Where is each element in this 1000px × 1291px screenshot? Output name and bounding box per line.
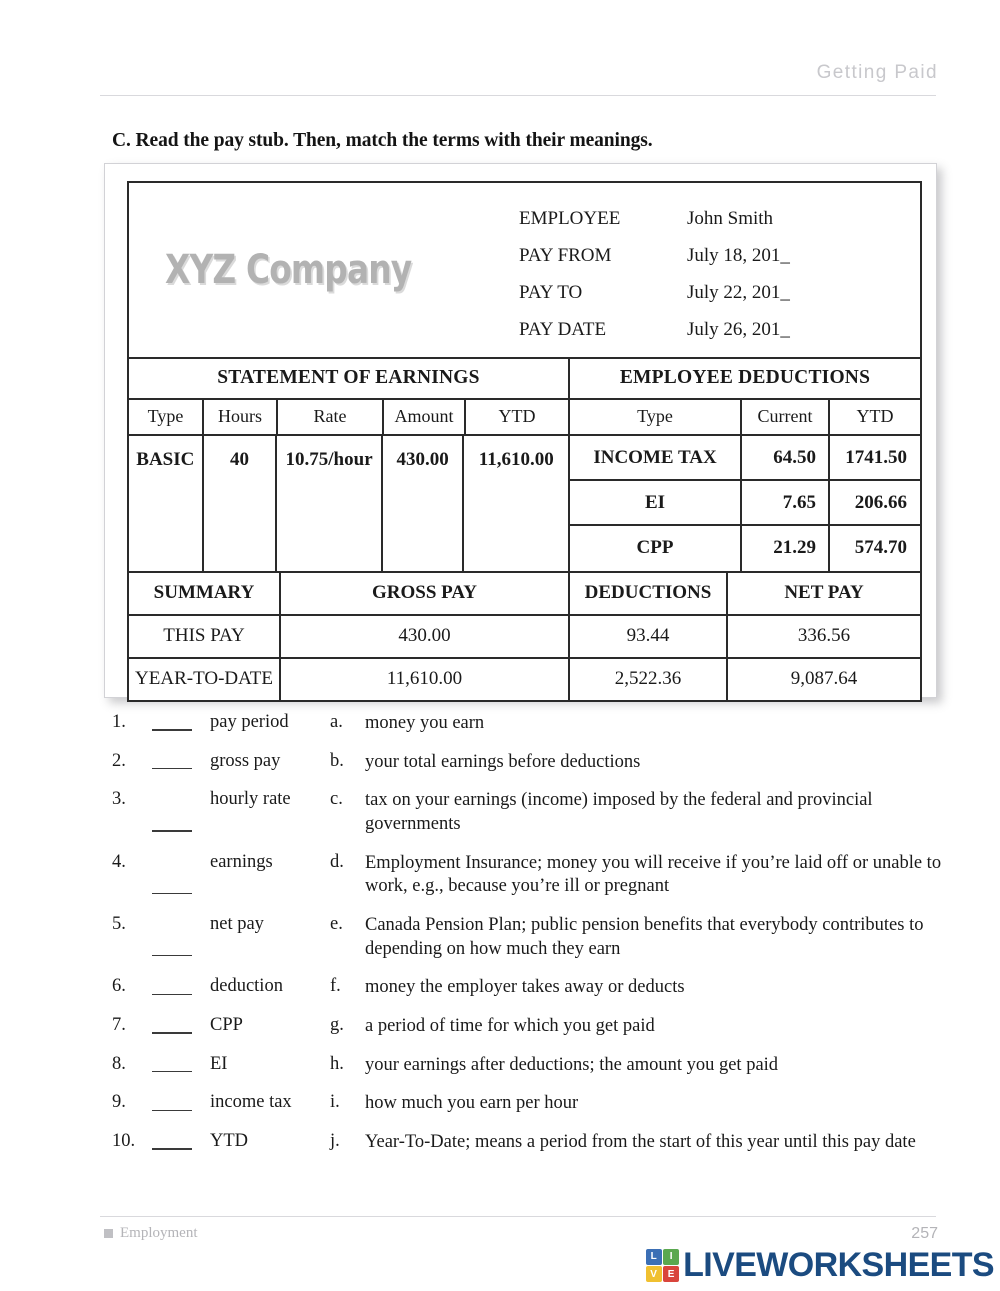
deduction-row-cpp bbox=[570, 526, 920, 571]
earnings-deductions-body bbox=[129, 436, 920, 573]
footer-divider bbox=[100, 1216, 936, 1217]
meta-value-pay-from: July 18, 201_ bbox=[687, 245, 790, 266]
definition-letter: h. bbox=[330, 1053, 344, 1074]
item-number: 10. bbox=[112, 1131, 136, 1152]
column-header-row bbox=[129, 400, 920, 436]
page-header-title: Getting Paid bbox=[816, 62, 938, 83]
matching-row bbox=[112, 1015, 942, 1039]
col-header-deduction-type: Type bbox=[570, 400, 742, 434]
definition-letter: c. bbox=[330, 789, 343, 810]
blank-line bbox=[152, 768, 192, 770]
answer-blank-1[interactable] bbox=[150, 712, 210, 736]
pay-stub-header bbox=[129, 183, 920, 359]
meta-row-pay-from bbox=[519, 245, 920, 282]
term-label: deduction bbox=[210, 976, 283, 997]
col-header-deduction-current: Current bbox=[742, 400, 830, 434]
earnings-hours: 40 bbox=[204, 436, 278, 571]
definition-text: Canada Pension Plan; public pension benefits that everybody contributes to depending on how much they earn bbox=[365, 915, 924, 959]
deductions-rows bbox=[570, 436, 920, 571]
summary-gross-this-pay: 430.00 bbox=[281, 616, 570, 657]
blank-line bbox=[152, 893, 192, 895]
definition-text: tax on your earnings (income) imposed by the federal and provincial governments bbox=[365, 790, 873, 835]
meta-row-pay-date bbox=[519, 319, 920, 356]
col-header-deduction-ytd: YTD bbox=[856, 406, 894, 426]
answer-blank-4[interactable] bbox=[150, 852, 210, 899]
term-label: CPP bbox=[210, 1015, 243, 1036]
earnings-amount: 430.00 bbox=[383, 436, 465, 571]
term-label: net pay bbox=[210, 914, 264, 935]
term-label: gross pay bbox=[210, 750, 281, 771]
square-bullet-icon bbox=[104, 1229, 113, 1238]
item-number: 4. bbox=[112, 851, 126, 872]
definition-text: Employment Insurance; money you will receive if you’re laid off or unable to work, e.g., because you’re ill or pregnant bbox=[365, 852, 942, 897]
matching-row bbox=[112, 751, 942, 775]
term-label: income tax bbox=[210, 1092, 292, 1113]
term-label: earnings bbox=[210, 851, 273, 872]
meta-row-employee bbox=[519, 208, 920, 245]
company-logo-cell bbox=[129, 183, 519, 357]
definition-text: money the employer takes away or deducts bbox=[365, 977, 685, 998]
answer-blank-2[interactable] bbox=[150, 751, 210, 775]
matching-row bbox=[112, 852, 942, 899]
definition-letter: g. bbox=[330, 1015, 344, 1036]
answer-blank-3[interactable] bbox=[150, 789, 210, 836]
company-logo: XYZ Company bbox=[165, 247, 412, 293]
term-label: pay period bbox=[210, 712, 289, 732]
col-header-earnings-ytd: YTD bbox=[466, 400, 570, 434]
item-number: 3. bbox=[112, 789, 126, 810]
footer-section bbox=[104, 1225, 198, 1242]
band-statement-of-earnings: STATEMENT OF EARNINGS bbox=[129, 359, 570, 398]
definition-text: a period of time for which you get paid bbox=[365, 1016, 655, 1037]
summary-header-row bbox=[129, 573, 920, 616]
meta-label-pay-to: PAY TO bbox=[519, 282, 583, 303]
deduction-row-ei bbox=[570, 481, 920, 526]
summary-label-ytd: YEAR-TO-DATE bbox=[129, 659, 281, 700]
item-number: 1. bbox=[112, 712, 126, 732]
matching-row bbox=[112, 914, 942, 961]
pay-stub-meta bbox=[519, 183, 920, 357]
logo-tile-l: L bbox=[646, 1249, 662, 1265]
definition-letter: i. bbox=[330, 1092, 340, 1113]
summary-row-year-to-date bbox=[129, 659, 920, 700]
deduction-row-income-tax bbox=[570, 436, 920, 481]
col-header-earnings-rate: Rate bbox=[278, 400, 384, 434]
matching-row bbox=[112, 789, 942, 836]
meta-label-pay-from: PAY FROM bbox=[519, 245, 612, 266]
blank-line bbox=[152, 955, 192, 957]
definition-letter: j. bbox=[330, 1131, 340, 1152]
earnings-ytd: 11,610.00 bbox=[478, 449, 554, 470]
meta-value-employee: John Smith bbox=[687, 208, 774, 229]
summary-header-deductions: DEDUCTIONS bbox=[570, 573, 728, 614]
deduction-current-cpp: 21.29 bbox=[742, 526, 830, 571]
pay-stub-card bbox=[104, 163, 937, 698]
blank-line bbox=[152, 1148, 192, 1150]
blank-line bbox=[152, 1071, 192, 1073]
band-employee-deductions: EMPLOYEE DEDUCTIONS bbox=[619, 367, 871, 388]
definition-text: Year-To-Date; means a period from the start of this year until this pay date bbox=[365, 1132, 916, 1153]
deduction-current-ei: 7.65 bbox=[742, 481, 830, 524]
col-header-earnings-hours: Hours bbox=[204, 400, 278, 434]
meta-label-employee: EMPLOYEE bbox=[519, 208, 621, 229]
col-header-earnings-type: Type bbox=[129, 400, 204, 434]
matching-row bbox=[112, 712, 942, 736]
matching-row bbox=[112, 976, 942, 1000]
liveworksheets-wordmark: LIVEWORKSHEETS bbox=[683, 1246, 994, 1284]
summary-header-gross-pay: GROSS PAY bbox=[281, 573, 570, 614]
deduction-type-cpp: CPP bbox=[570, 526, 742, 571]
definition-text: your total earnings before deductions bbox=[365, 751, 641, 772]
blank-line bbox=[152, 1110, 192, 1112]
meta-row-pay-to bbox=[519, 282, 920, 319]
item-number: 5. bbox=[112, 914, 126, 935]
exercise-instruction: C. Read the pay stub. Then, match the terms with their meanings. bbox=[112, 130, 653, 151]
answer-blank-7[interactable] bbox=[150, 1015, 210, 1039]
answer-blank-8[interactable] bbox=[150, 1054, 210, 1078]
blank-line bbox=[152, 830, 192, 832]
definition-letter: f. bbox=[330, 976, 341, 997]
blank-line bbox=[152, 994, 192, 996]
deduction-ytd-ei: 206.66 bbox=[854, 492, 907, 513]
earnings-row-basic bbox=[129, 436, 570, 571]
item-number: 2. bbox=[112, 750, 126, 771]
summary-net-this-pay: 336.56 bbox=[797, 625, 851, 646]
term-label: hourly rate bbox=[210, 789, 291, 810]
summary-deductions-this-pay: 93.44 bbox=[570, 616, 728, 657]
page-number: 257 bbox=[911, 1225, 938, 1242]
matching-row bbox=[112, 1054, 942, 1078]
footer-section-label: Employment bbox=[120, 1225, 198, 1241]
item-number: 8. bbox=[112, 1053, 126, 1074]
header-divider bbox=[100, 95, 936, 96]
matching-row bbox=[112, 1092, 942, 1116]
item-number: 9. bbox=[112, 1092, 126, 1113]
definition-letter: d. bbox=[330, 851, 344, 872]
definition-text: your earnings after deductions; the amount you get paid bbox=[365, 1054, 779, 1075]
matching-row bbox=[112, 1131, 942, 1155]
matching-exercise bbox=[112, 712, 942, 1170]
definition-text: how much you earn per hour bbox=[365, 1093, 579, 1114]
summary-deductions-ytd: 2,522.36 bbox=[570, 659, 728, 700]
summary-row-this-pay bbox=[129, 616, 920, 659]
definition-letter: e. bbox=[330, 914, 343, 935]
logo-tile-e: E bbox=[663, 1266, 679, 1282]
meta-label-pay-date: PAY DATE bbox=[519, 319, 607, 340]
logo-tile-i: I bbox=[663, 1249, 679, 1265]
earnings-type: BASIC bbox=[129, 436, 204, 571]
meta-value-pay-to: July 22, 201_ bbox=[687, 282, 790, 303]
definition-letter: b. bbox=[330, 750, 344, 771]
answer-blank-5[interactable] bbox=[150, 914, 210, 961]
summary-header-label: SUMMARY bbox=[129, 573, 281, 614]
item-number: 6. bbox=[112, 976, 126, 997]
answer-blank-10[interactable] bbox=[150, 1131, 210, 1155]
term-label: EI bbox=[210, 1053, 228, 1074]
summary-label-this-pay: THIS PAY bbox=[129, 616, 281, 657]
item-number: 7. bbox=[112, 1015, 126, 1036]
pay-stub-table bbox=[127, 181, 922, 702]
definition-letter: a. bbox=[330, 712, 343, 732]
liveworksheets-logo-icon bbox=[646, 1249, 680, 1283]
deduction-ytd-cpp: 574.70 bbox=[854, 537, 907, 558]
answer-blank-9[interactable] bbox=[150, 1092, 210, 1116]
blank-line bbox=[152, 1032, 192, 1034]
deduction-current-income-tax: 64.50 bbox=[742, 436, 830, 479]
earnings-rate: 10.75/hour bbox=[277, 436, 383, 571]
col-header-earnings-amount: Amount bbox=[384, 400, 466, 434]
definition-text: money you earn bbox=[365, 713, 485, 733]
summary-header-net-pay: NET PAY bbox=[784, 582, 864, 603]
deduction-type-income-tax: INCOME TAX bbox=[570, 436, 742, 479]
deduction-type-ei: EI bbox=[570, 481, 742, 524]
logo-tile-v: V bbox=[646, 1266, 662, 1282]
deduction-ytd-income-tax: 1741.50 bbox=[845, 447, 907, 468]
term-label: YTD bbox=[210, 1131, 249, 1152]
page-header bbox=[100, 62, 938, 102]
answer-blank-6[interactable] bbox=[150, 976, 210, 1000]
meta-value-pay-date: July 26, 201_ bbox=[687, 319, 790, 340]
summary-gross-ytd: 11,610.00 bbox=[281, 659, 570, 700]
summary-net-ytd: 9,087.64 bbox=[790, 668, 858, 689]
section-band-row bbox=[129, 359, 920, 400]
blank-line bbox=[152, 729, 192, 731]
liveworksheets-logo[interactable] bbox=[646, 1246, 994, 1285]
